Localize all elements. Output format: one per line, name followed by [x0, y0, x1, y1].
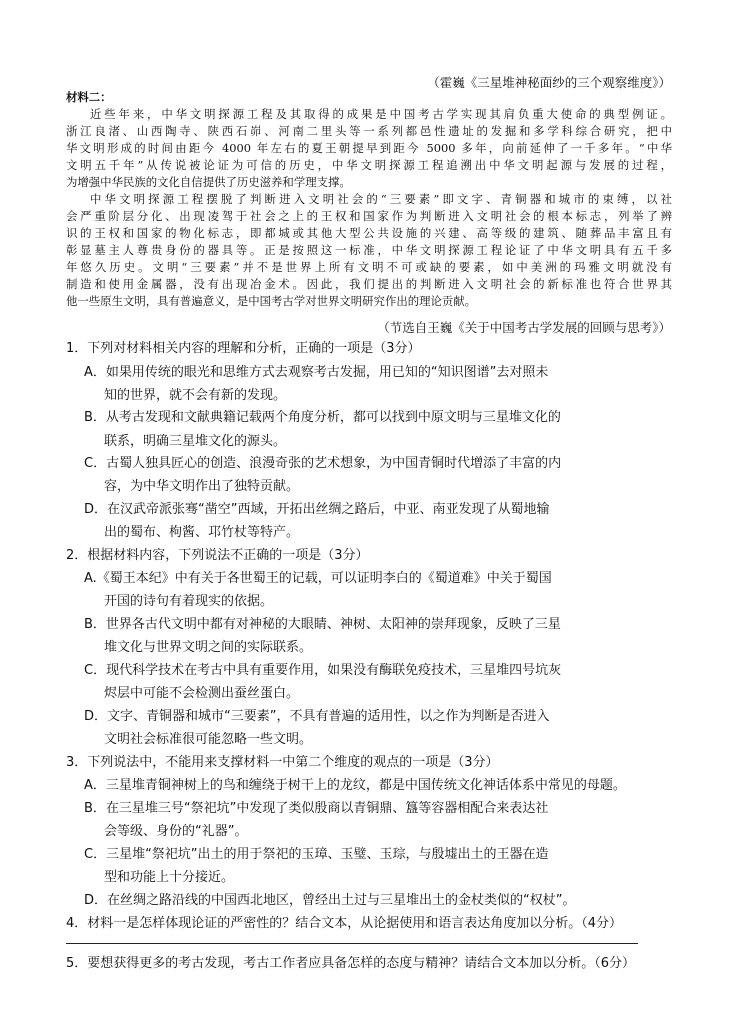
material2-p2-line: 制造和使用金属器，没有出现冶金术。因此，我们提出的判断进入文明社会的新标准也符合世界其 — [66, 277, 672, 291]
material2-p1-line: 为增强中华民族的文化自信提供了历史滋养和学理支撑。 — [66, 175, 351, 189]
material2-block — [66, 89, 672, 310]
question-1-option-c-cont: 容，为中华文明作出了独特贡献。 — [104, 479, 300, 494]
question-3-option-c: C．三星堆“祭祀坑”出土的用于祭祀的玉璋、玉璧、玉琮，与殷墟出土的王器在造 — [84, 847, 549, 862]
material2-p1-line: 近些年来，中华文明探源工程及其取得的成果是中国考古学实现其肩负重大使命的典型例证。 — [90, 107, 672, 121]
material2-p2-line: 识的王权和国家的物化标志，即都城或其他大型公共设施的兴建、高等级的建筑、随葬品丰富且有 — [66, 226, 672, 240]
question-1-option-c: C．古蜀人独具匠心的创造、浪漫奇张的艺术想象，为中国青铜时代增添了丰富的内 — [84, 456, 562, 471]
question-2-option-d-cont: 文明社会标准很可能忽略一些文明。 — [104, 732, 313, 747]
question-1-option-b-cont: 联系，明确三星堆文化的源头。 — [104, 434, 287, 449]
question-2-option-a-cont: 开国的诗句有着现实的依据。 — [104, 594, 274, 609]
question-2-option-a: A.《蜀王本纪》中有关于各世蜀王的记载，可以证明李白的《蜀道难》中关于蜀国 — [84, 571, 552, 586]
question-2-option-b-cont: 堆文化与世界文明之间的实际联系。 — [104, 640, 313, 655]
question-1-option-a-cont: 知的世界，就不会有新的发现。 — [104, 388, 287, 403]
question-2-stem: 2．根据材料内容，下列说法不正确的一项是（3分） — [66, 548, 369, 563]
question-3-option-c-cont: 型和功能上十分接近。 — [104, 870, 235, 885]
question-2-option-d: D．文字、青铜器和城市“三要素”，不具有普遍的适用性，以之作为判断是否进入 — [84, 709, 550, 724]
question-2-option-c: C．现代科学技术在考古中具有重要作用，如果没有酶联免疫技术，三星堆四号坑灰 — [84, 663, 562, 678]
question-3-option-a: A．三星堆青铜神树上的鸟和缠绕于树干上的龙纹，都是中国传统文化神话体系中常见的母题。 — [84, 778, 626, 793]
question-2-option-b: B．世界各古代文明中都有对神秘的大眼睛、神树、太阳神的崇拜现象，反映了三星 — [84, 617, 561, 632]
material2-p1-line: 浙江良渚、山西陶寺、陕西石峁、河南二里头等一系列都邑性遗址的发掘和多学科综合研究，把中 — [66, 124, 672, 138]
question-1-stem: 1．下列对材料相关内容的理解和分析，正确的一项是（3分） — [66, 341, 421, 356]
question-3-stem: 3．下列说法中，不能用来支撑材料一中第二个维度的观点的一项是（3分） — [66, 755, 499, 770]
material1-source: （霍巍《三星堆神秘面纱的三个观察维度》） — [427, 75, 671, 90]
question-4-stem: 4．材料一是怎样体现论证的严密性的？结合文本，从论据使用和语言表达角度加以分析。（4分） — [66, 916, 623, 931]
question-1-option-d-cont: 出的蜀布、枸酱、邛竹杖等特产。 — [104, 525, 300, 540]
question-1-option-d: D．在汉武帝派张骞“凿空”西域，开拓出丝绸之路后，中亚、南亚发现了从蜀地输 — [84, 502, 550, 517]
question-1-option-a: A．如果用传统的眼光和思维方式去观察考古发掘，用已知的“知识图谱”去对照未 — [84, 365, 549, 380]
material2-p2-line: 年悠久历史。文明“三要素”并不是世界上所有文明不可或缺的要素，如中美洲的玛雅文明就没有 — [66, 260, 672, 274]
question-3-option-b-cont: 会等级、身份的“礼器”。 — [104, 824, 248, 839]
question-3-option-b: B．在三星堆三号“祭祀坑”中发现了类似殷商以青铜鼎、簋等容器相配合来表达社 — [84, 801, 549, 816]
answer-line — [66, 943, 638, 944]
question-3-option-d: D．在丝绸之路沿线的中国西北地区，曾经出土过与三星堆出土的金杖类似的“权杖”。 — [84, 893, 576, 908]
material2-p1-line: 文明五千年”从传说被论证为可信的历史，中华文明探源工程追溯出中华文明起源与发展的过程， — [66, 158, 672, 172]
question-2-option-c-cont: 烬层中可能不会检测出蚕丝蛋白。 — [104, 686, 300, 701]
material2-p1-line: 华文明形成的时间由距今 4000 年左右的夏王朝提早到距今 5000 多年，向前延伸了一千多年。“中华 — [66, 141, 672, 155]
question-1-option-b: B．从考古发现和文献典籍记载两个角度分析，都可以找到中原文明与三星堆文化的 — [84, 410, 561, 425]
material2-p2-line: 彰显墓主人尊贵身份的器具等。正是按照这一标准，中华文明探源工程论证了中华文明具有五千多 — [66, 243, 672, 257]
material2-p2-line: 中华文明探源工程摆脱了判断进入文明社会的“三要素”即文字、青铜器和城市的束缚，以社 — [90, 192, 672, 206]
material2-title: 材料二： — [66, 90, 112, 104]
material2-p2-line: 会严重阶层分化、出现凌驾于社会之上的王权和国家作为判断进入文明社会的根本标志，列举了辨 — [66, 209, 672, 223]
material2-p2-line: 他一些原生文明，具有普遍意义，是中国考古学对世界文明研究作出的理论贡献。 — [66, 294, 477, 308]
question-5-stem: 5．要想获得更多的考古发现，考古工作者应具备怎样的态度与精神？请结合文本加以分析。（6分） — [66, 956, 636, 971]
material2-source: （节选自王巍《关于中国考古学发展的回顾与思考》） — [377, 320, 671, 335]
